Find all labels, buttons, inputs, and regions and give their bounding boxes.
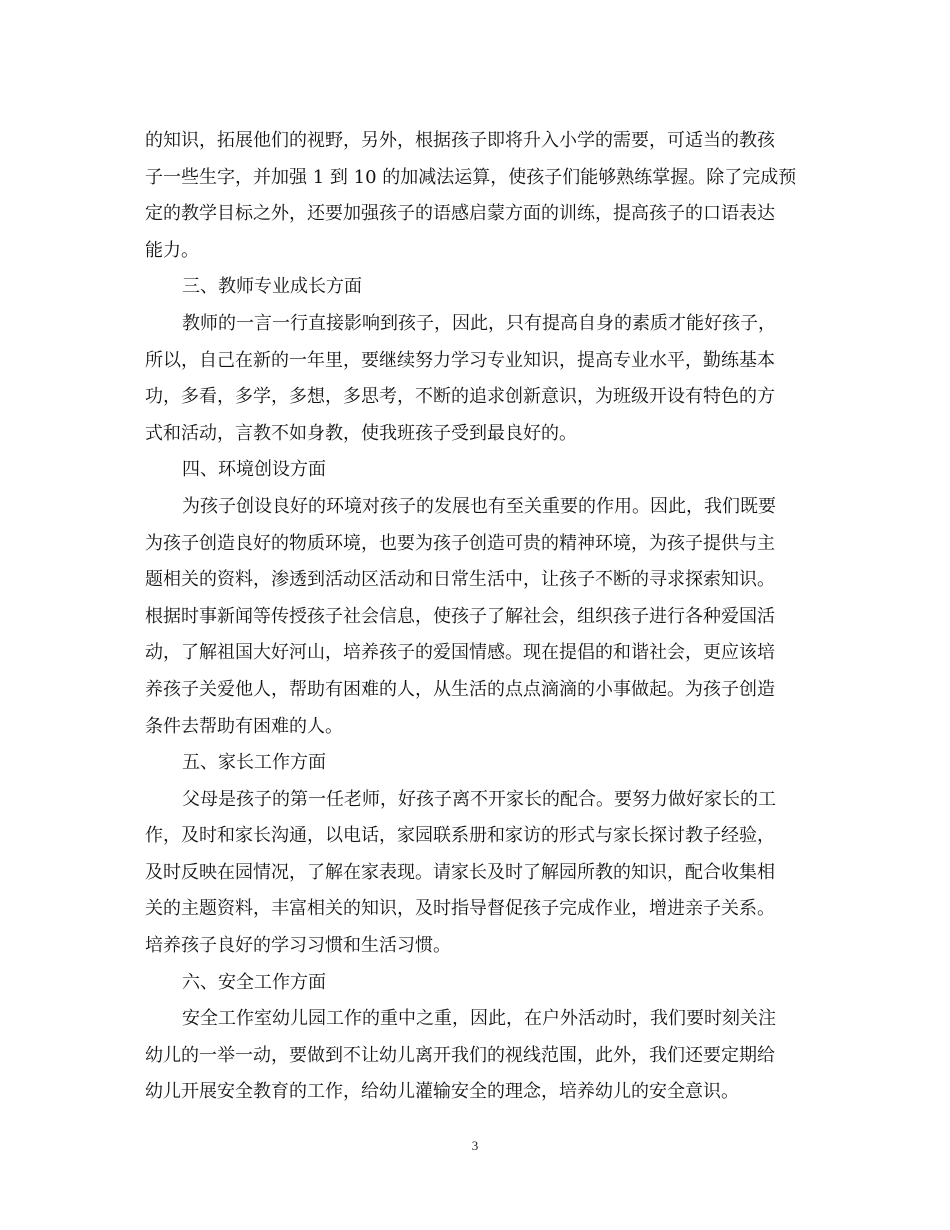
text-line: 安全工作室幼儿园工作的重中之重，因此，在户外活动时，我们要时刻关注 <box>182 1008 776 1030</box>
text-line: 为孩子创造良好的物质环境，也要为孩子创造可贵的精神环境，为孩子提供与主 <box>145 532 775 554</box>
section-heading: 五、家长工作方面 <box>182 752 326 774</box>
text-line: 式和活动，言教不如身教，使我班孩子受到最良好的。 <box>145 422 577 444</box>
text-line: 教师的一言一行直接影响到孩子，因此，只有提高自身的素质才能好孩子， <box>182 312 776 334</box>
text-line: 父母是孩子的第一任老师，好孩子离不开家长的配合。要努力做好家长的工 <box>182 788 776 810</box>
text-line: 根据时事新闻等传授孩子社会信息，使孩子了解社会，组织孩子进行各种爱国活 <box>145 605 775 627</box>
text-line: 所以，自己在新的一年里，要继续努力学习专业知识，提高专业水平，勤练基本 <box>145 349 775 371</box>
text-line: 子一些生字，并加强 1 到 10 的加减法运算，使孩子们能够熟练掌握。除了完成预 <box>145 166 797 188</box>
text-line: 幼儿开展安全教育的工作，给幼儿灌输安全的理念，培养幼儿的安全意识。 <box>145 1081 739 1103</box>
text-line: 定的教学目标之外，还要加强孩子的语感启蒙方面的训练，提高孩子的口语表达 <box>145 203 775 225</box>
text-line: 养孩子关爱他人，帮助有困难的人，从生活的点点滴滴的小事做起。为孩子创造 <box>145 678 775 700</box>
section-heading: 六、安全工作方面 <box>182 971 326 993</box>
text-line: 培养孩子良好的学习习惯和生活习惯。 <box>145 935 451 957</box>
document-body <box>145 123 800 1111</box>
text-line: 动，了解祖国大好河山，培养孩子的爱国情感。现在提倡的和谐社会，更应该培 <box>145 642 775 664</box>
text-line: 题相关的资料，渗透到活动区活动和日常生活中，让孩子不断的寻求探索知识。 <box>145 569 775 591</box>
section-heading: 三、教师专业成长方面 <box>182 276 362 298</box>
text-line: 幼儿的一举一动，要做到不让幼儿离开我们的视线范围，此外，我们还要定期给 <box>145 1044 775 1066</box>
text-line: 作，及时和家长沟通，以电话，家园联系册和家访的形式与家长探讨教子经验， <box>145 825 775 847</box>
text-line: 功，多看，多学，多想，多思考，不断的追求创新意识，为班级开设有特色的方 <box>145 386 775 408</box>
page-number: 3 <box>471 1138 479 1153</box>
text-line: 为孩子创设良好的环境对孩子的发展也有至关重要的作用。因此，我们既要 <box>182 495 776 517</box>
section-heading: 四、环境创设方面 <box>182 459 326 481</box>
text-line: 的知识，拓展他们的视野，另外，根据孩子即将升入小学的需要，可适当的教孩 <box>145 130 775 151</box>
text-line: 能力。 <box>145 239 199 261</box>
text-line: 及时反映在园情况，了解在家表现。请家长及时了解园所教的知识，配合收集相 <box>145 861 775 883</box>
text-line: 关的主题资料，丰富相关的知识，及时指导督促孩子完成作业，增进亲子关系。 <box>145 898 775 920</box>
text-line: 条件去帮助有困难的人。 <box>145 715 343 737</box>
